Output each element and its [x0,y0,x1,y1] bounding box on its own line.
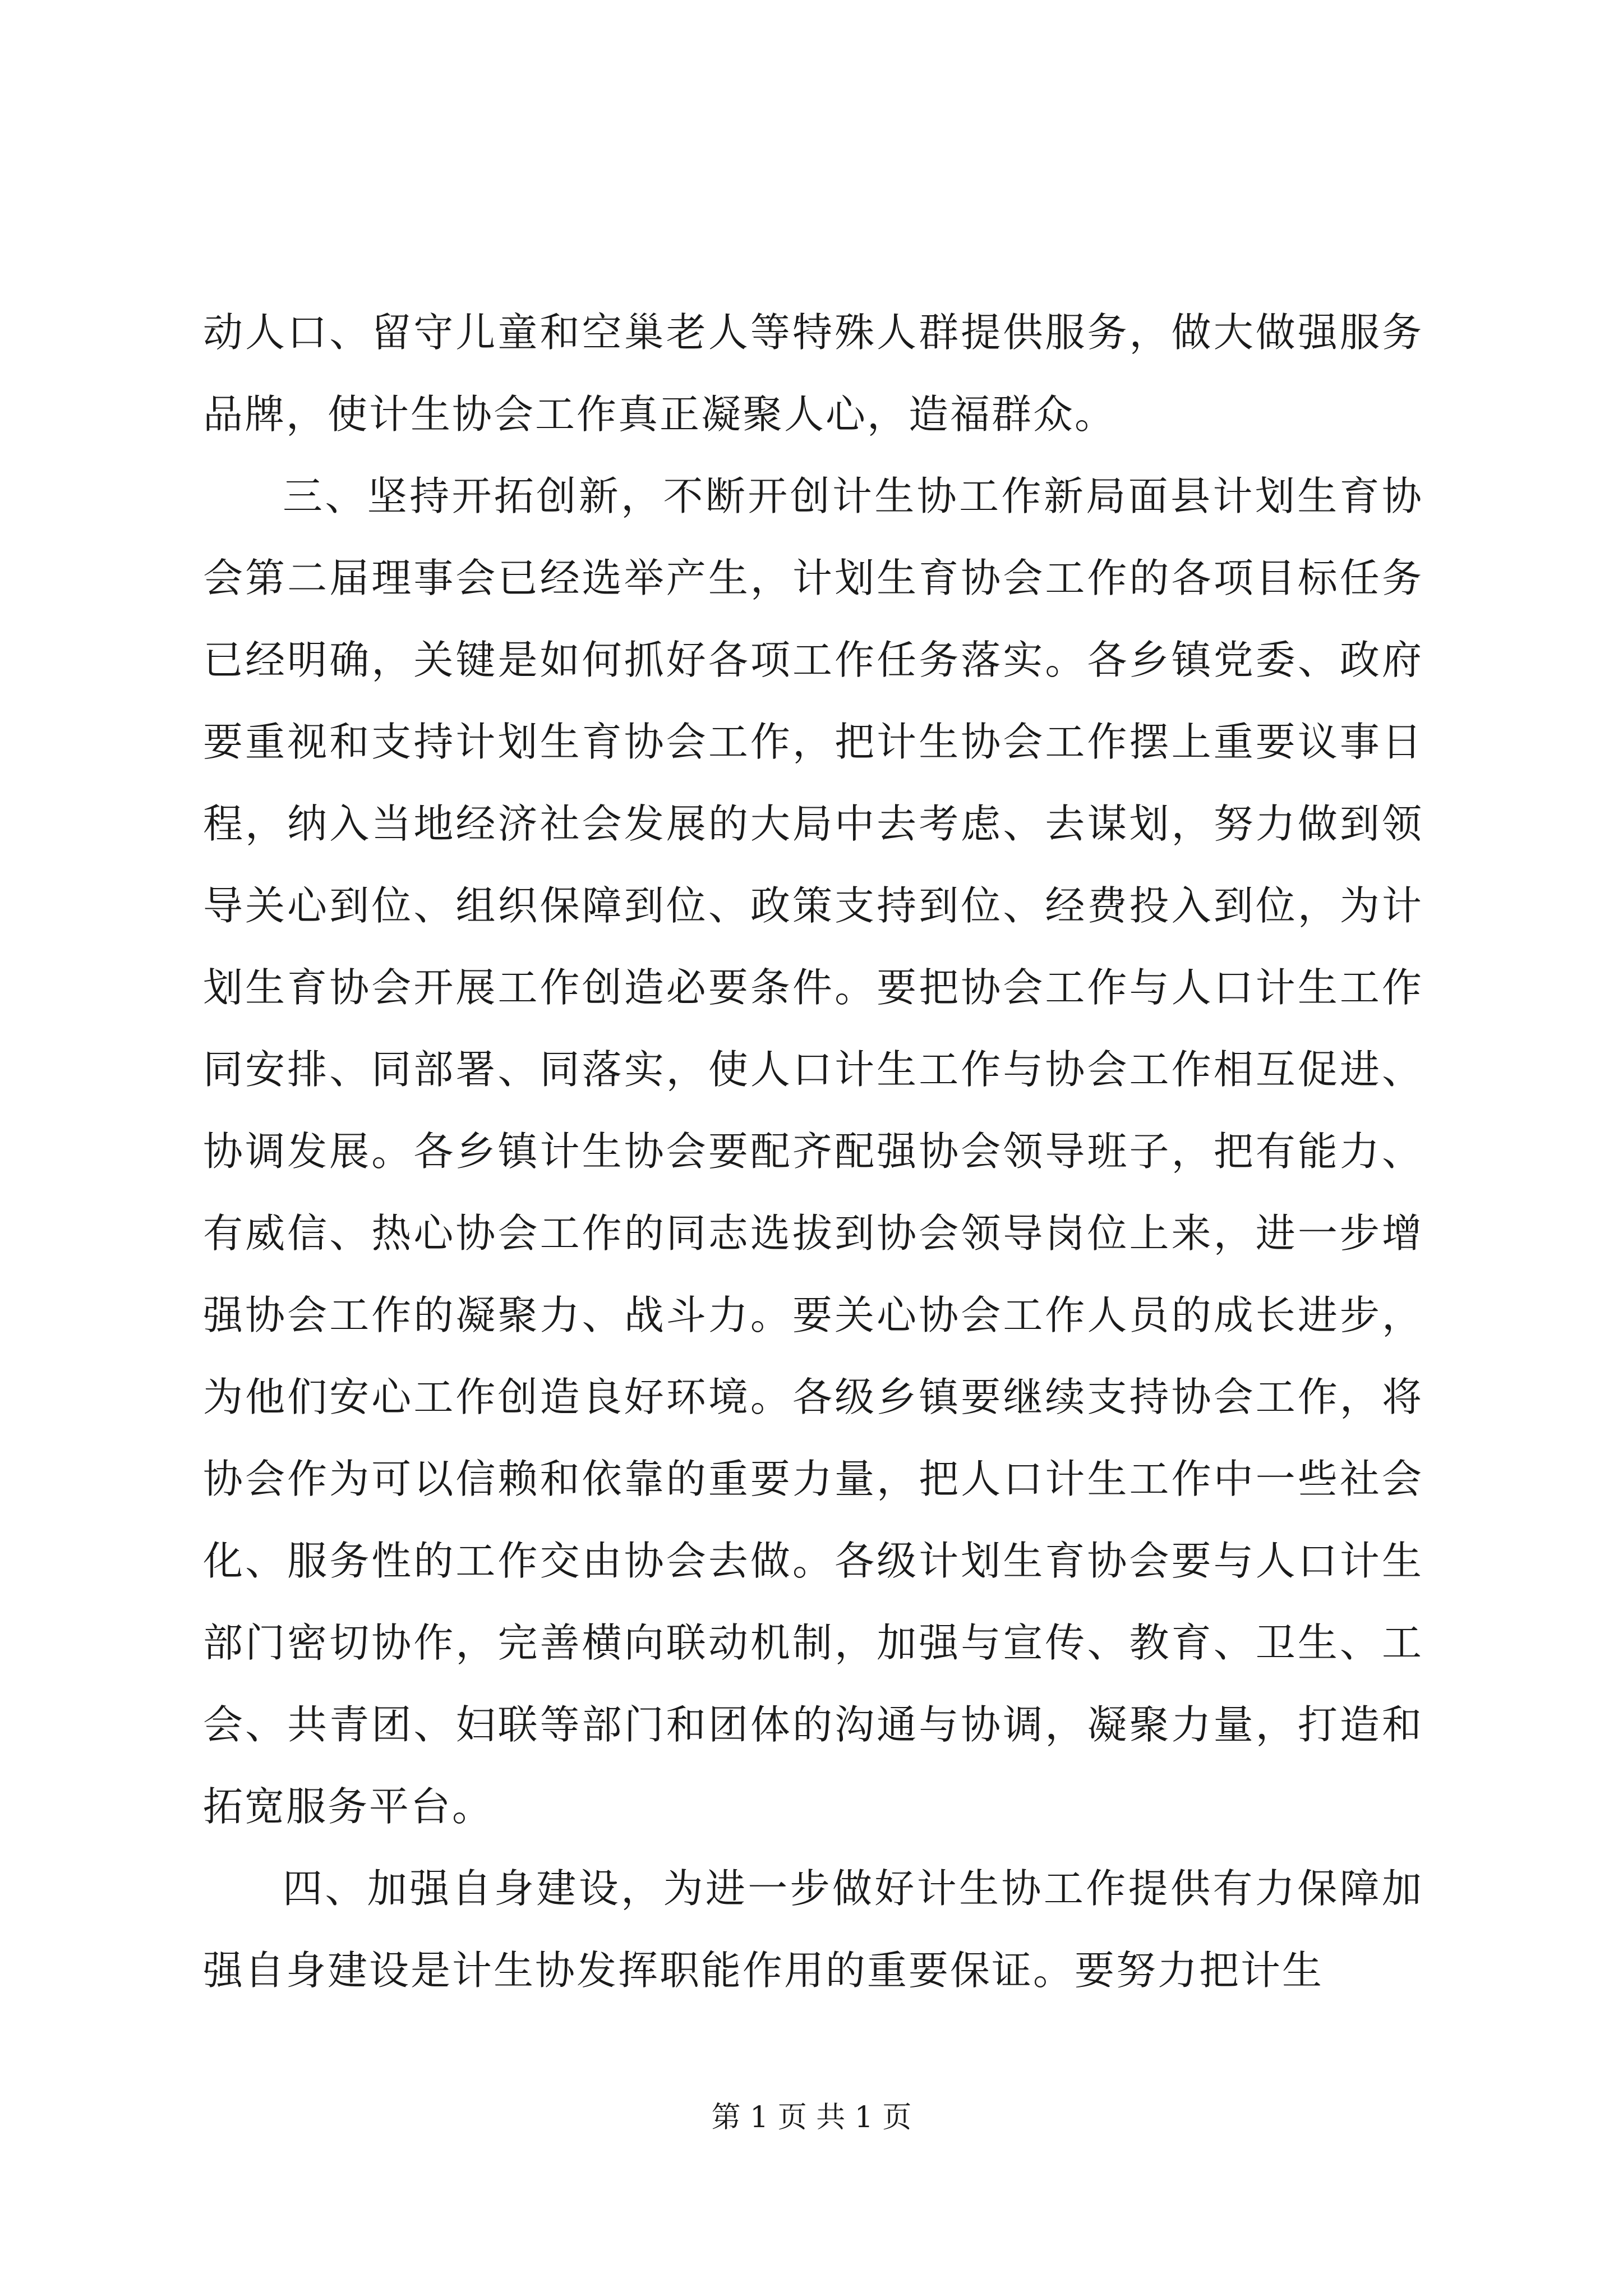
paragraph-section-three: 三、坚持开拓创新，不断开创计生协工作新局面县计划生育协会第二届理事会已经选举产生，计划生育协会工作的各项目标任务已经明确，关键是如何抓好各项工作任务落实。各乡镇党委、政府要重视和支持计划生育协会工作，把计生协会工作摆上重要议事日程，纳入当地经济社会发展的大局中去考虑、去谋划，努力做到领导关心到位、组织保障到位、政策支持到位、经费投入到位，为计划生育协会开展工作创造必要条件。要把协会工作与人口计生工作同安排、同部署、同落实，使人口计生工作与协会工作相互促进、协调发展。各乡镇计生协会要配齐配强协会领导班子，把有能力、有威信、热心协会工作的同志选拔到协会领导岗位上来，进一步增强协会工作的凝聚力、战斗力。要关心协会工作人员的成长进步，为他们安心工作创造良好环境。各级乡镇要继续支持协会工作，将协会作为可以信赖和依靠的重要力量，把人口计生工作中一些社会化、服务性的工作交由协会去做。各级计划生育协会要与人口计生部门密切协作，完善横向联动机制，加强与宣传、教育、卫生、工会、共青团、妇联等部门和团体的沟通与协调，凝聚力量，打造和拓宽服务平台。 [203,473,1423,1830]
page-footer: 第 1 页 共 1 页 [711,2101,912,2134]
paragraph-section-four: 四、加强自身建设，为进一步做好计生协工作提供有力保障加强自身建设是计生协发挥职能作用的重要保证。要努力把计生 [203,1865,1423,1994]
paragraph-continuation: 动人口、留守儿童和空巢老人等特殊人群提供服务，做大做强服务品牌，使计生协会工作真正凝聚人心，造福群众。 [203,309,1423,438]
document-body [203,292,1423,2012]
